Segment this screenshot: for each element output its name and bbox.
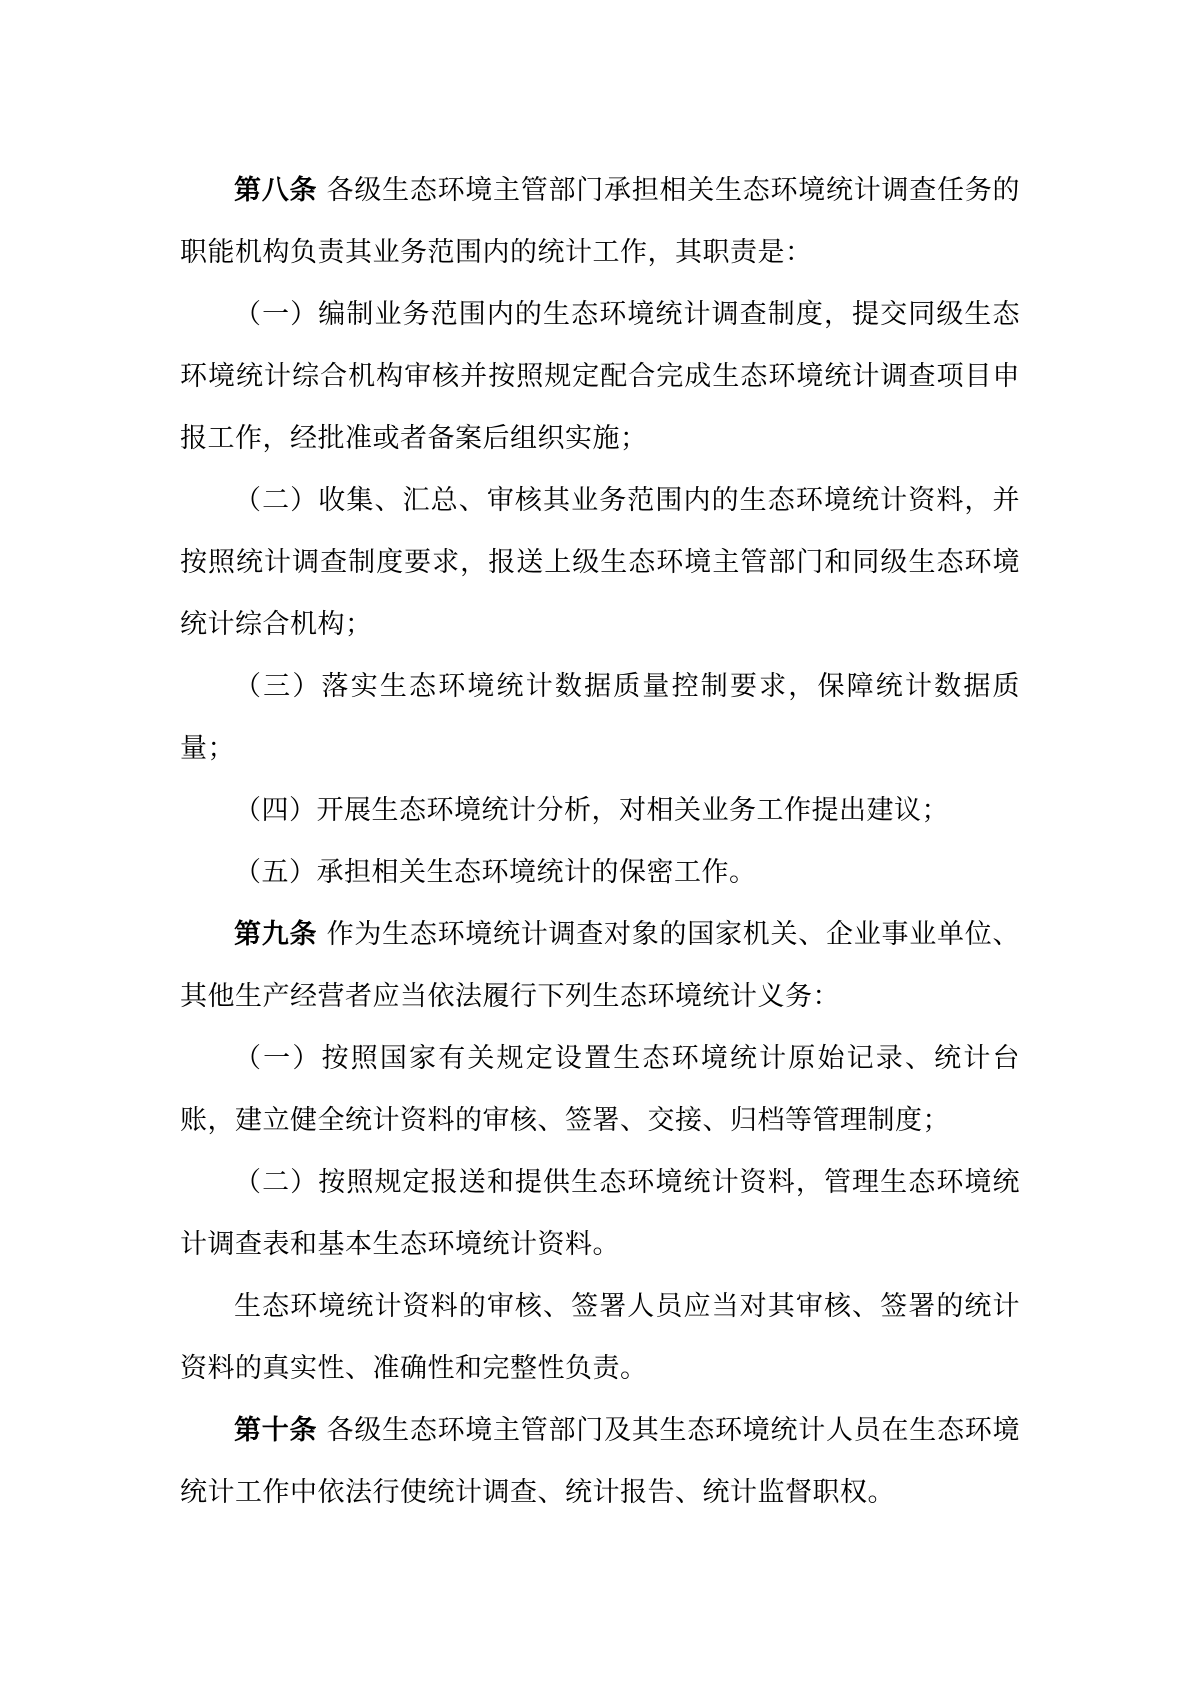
article-9-note: 生态环境统计资料的审核、签署人员应当对其审核、签署的统计资料的真实性、准确性和完整性负责。 — [180, 1291, 1020, 1384]
article-8-item-4: （四）开展生态环境统计分析，对相关业务工作提出建议； — [234, 795, 949, 826]
article-8-item-1: （一）编制业务范围内的生态环境统计调查制度，提交同级生态环境统计综合机构审核并按照规定配合完成生态环境统计调查项目申报工作，经批准或者备案后组织实施； — [180, 299, 1020, 454]
article-8-intro: 各级生态环境主管部门承担相关生态环境统计调查任务的职能机构负责其业务范围内的统计工作，其职责是： — [180, 175, 1020, 268]
article-8-item-3: （三）落实生态环境统计数据质量控制要求，保障统计数据质量； — [180, 671, 1020, 764]
article-8-title: 第八条 — [234, 175, 318, 206]
article-9-paragraph — [180, 904, 1020, 1028]
article-10-paragraph — [180, 1400, 1020, 1524]
article-9-intro: 作为生态环境统计调查对象的国家机关、企业事业单位、其他生产经营者应当依法履行下列生态环境统计义务： — [180, 919, 1020, 1012]
article-10-intro: 各级生态环境主管部门及其生态环境统计人员在生态环境统计工作中依法行使统计调查、统计报告、统计监督职权。 — [180, 1415, 1020, 1508]
article-9-item-2: （二）按照规定报送和提供生态环境统计资料，管理生态环境统计调查表和基本生态环境统计资料。 — [180, 1167, 1020, 1260]
article-10-title: 第十条 — [234, 1415, 318, 1446]
article-9-item-1: （一）按照国家有关规定设置生态环境统计原始记录、统计台账，建立健全统计资料的审核、签署、交接、归档等管理制度； — [180, 1043, 1020, 1136]
article-8-item-5: （五）承担相关生态环境统计的保密工作。 — [234, 857, 757, 888]
document-page — [180, 160, 1020, 1524]
article-9-title: 第九条 — [234, 919, 318, 950]
article-8-paragraph — [180, 160, 1020, 284]
article-8-item-2: （二）收集、汇总、审核其业务范围内的生态环境统计资料，并按照统计调查制度要求，报送上级生态环境主管部门和同级生态环境统计综合机构； — [180, 485, 1020, 640]
